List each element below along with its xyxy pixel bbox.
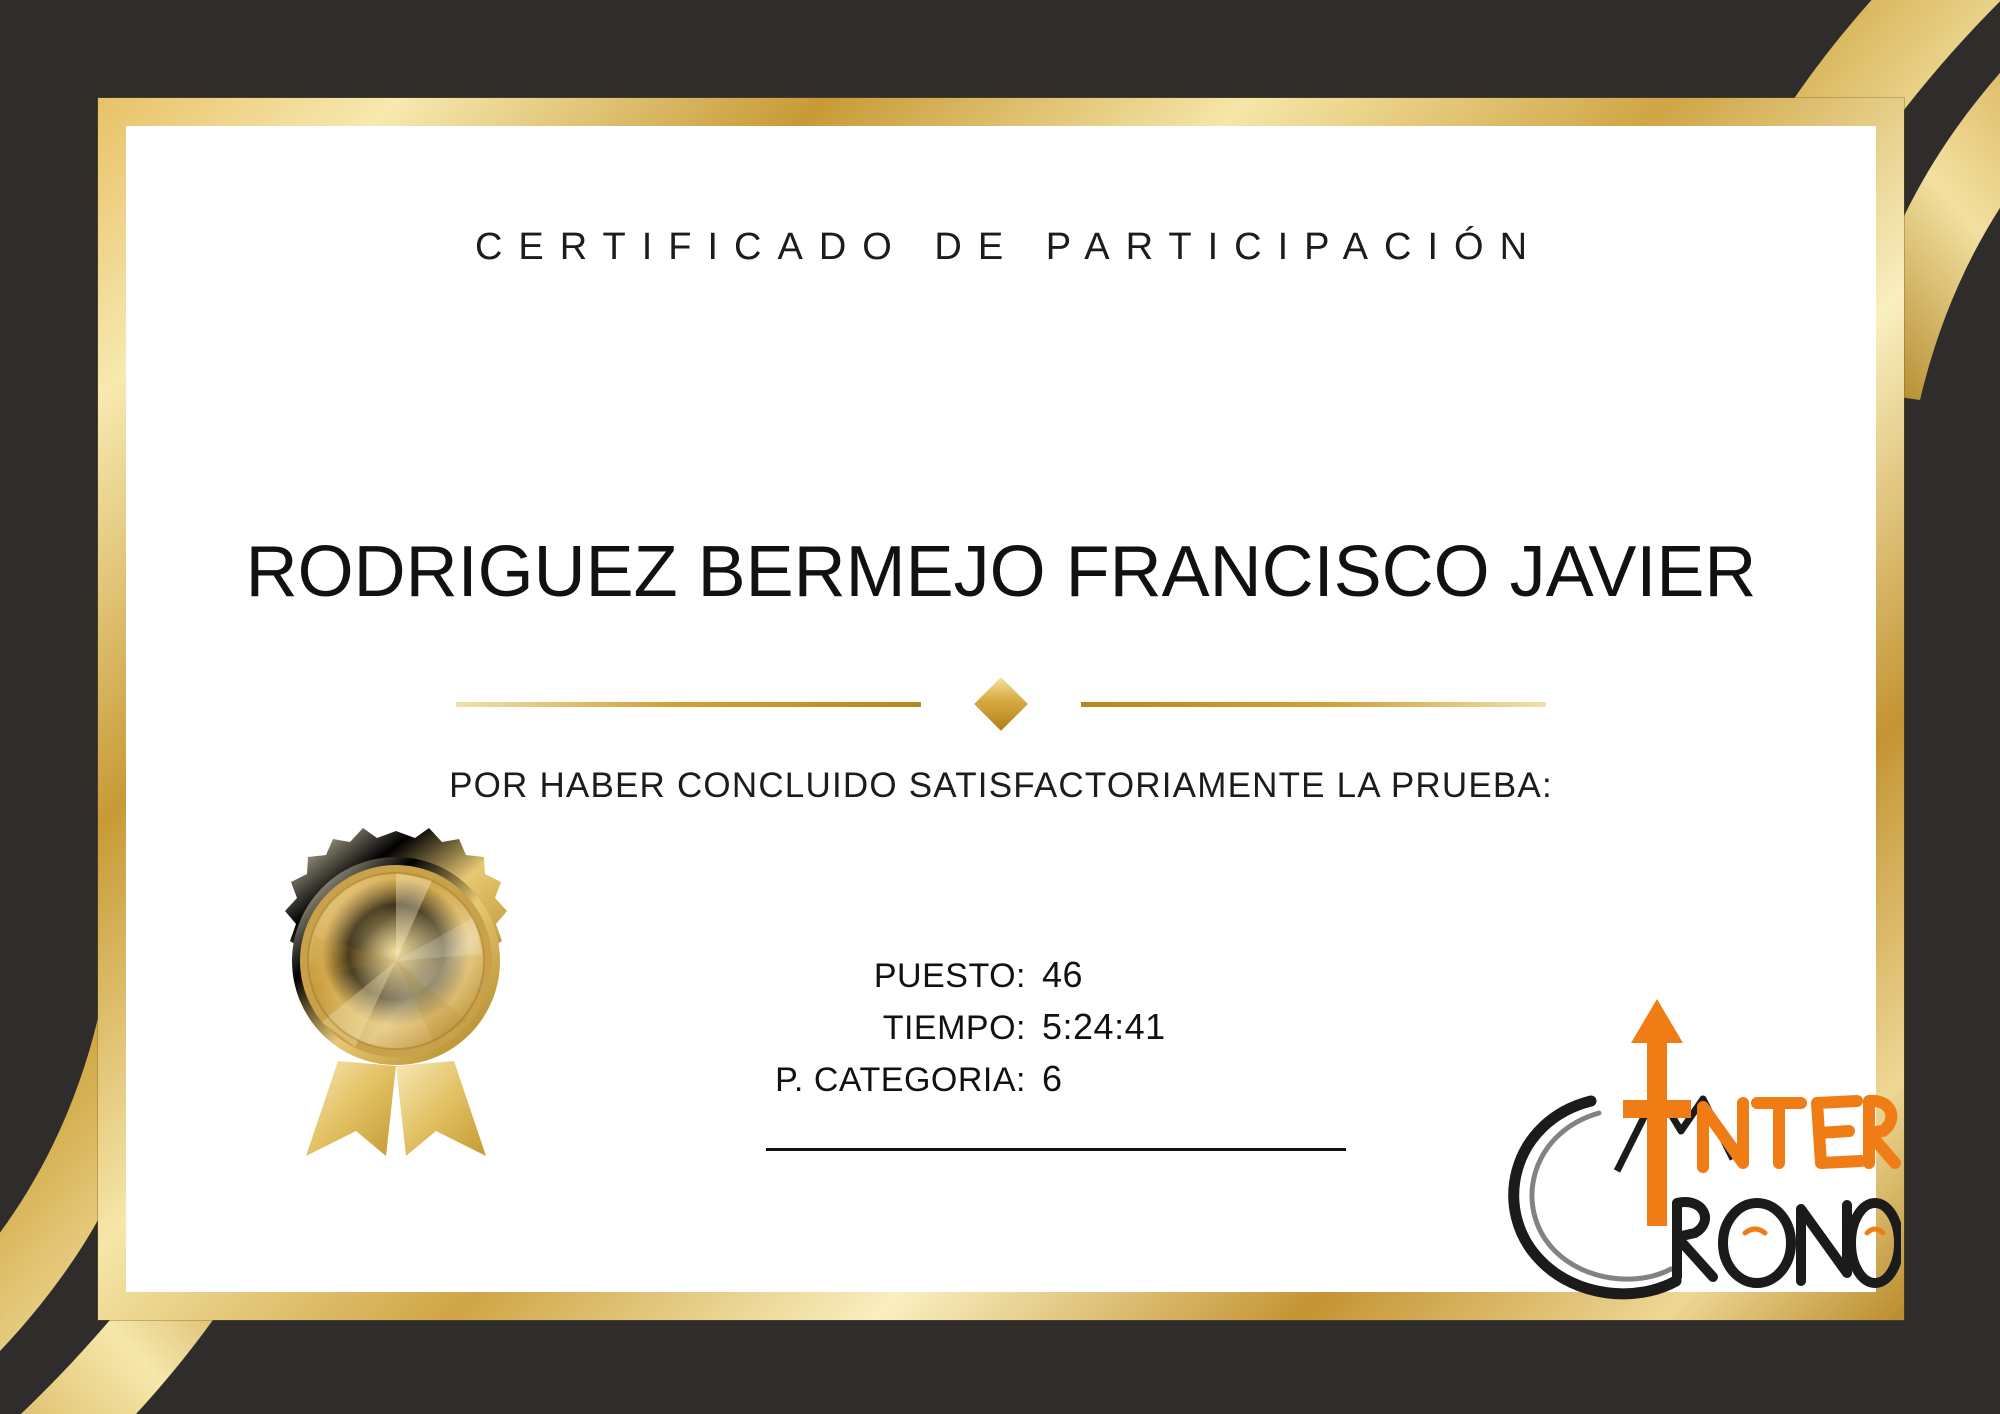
intercrono-logo — [1471, 981, 1901, 1311]
certificate-subtitle: POR HABER CONCLUIDO SATISFACTORIAMENTE LA PRUEBA: — [449, 766, 1553, 805]
signature-line — [766, 1148, 1346, 1151]
results-block — [726, 954, 1326, 1110]
result-row-tiempo — [726, 1006, 1326, 1058]
ornament-divider — [336, 681, 1666, 729]
result-row-categoria — [726, 1058, 1326, 1110]
divider-diamond-icon — [974, 677, 1028, 731]
divider-bar-right — [1081, 702, 1546, 707]
result-row-puesto — [726, 954, 1326, 1006]
gold-border-frame — [98, 98, 1904, 1320]
certificate-paper — [126, 126, 1876, 1292]
result-label-categoria: P. CATEGORIA: — [775, 1061, 1026, 1099]
result-label-puesto: PUESTO: — [873, 957, 1026, 995]
result-label-tiempo: TIEMPO: — [882, 1009, 1026, 1047]
award-medal-icon — [246, 826, 546, 1156]
recipient-name: RODRIGUEZ BERMEJO FRANCISCO JAVIER — [245, 532, 1757, 612]
result-value-puesto: 46 — [1042, 954, 1084, 995]
result-value-categoria: 6 — [1042, 1058, 1063, 1099]
divider-bar-left — [456, 702, 921, 707]
certificate-kicker: CERTIFICADO DE PARTICIPACIÓN — [474, 226, 1544, 268]
result-value-tiempo: 5:24:41 — [1042, 1006, 1166, 1047]
